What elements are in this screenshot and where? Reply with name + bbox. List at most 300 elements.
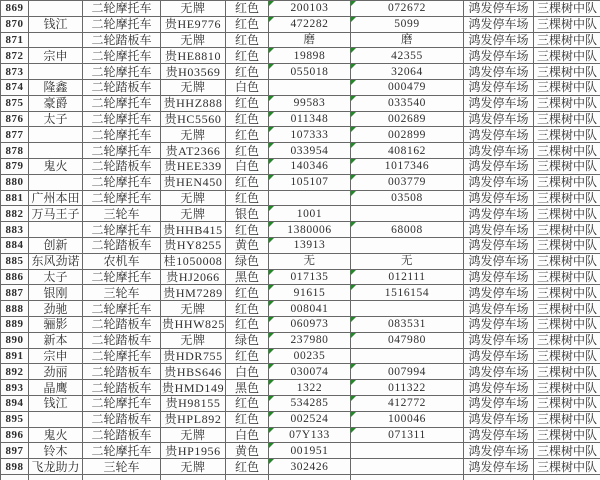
cell-parking-lot[interactable] — [464, 269, 534, 285]
cell-engine-number[interactable] — [269, 253, 351, 269]
cell-vehicle-type[interactable] — [83, 48, 161, 64]
cell-color[interactable] — [226, 301, 269, 317]
cell-plate-number[interactable] — [161, 16, 226, 32]
cell-brand[interactable] — [29, 174, 83, 190]
cell-vehicle-type[interactable] — [83, 1, 161, 17]
cell-row-number[interactable] — [1, 411, 29, 427]
cell-engine-number[interactable] — [269, 32, 351, 48]
cell-vehicle-type[interactable] — [83, 206, 161, 222]
cell-brand[interactable] — [29, 380, 83, 396]
cell-color[interactable] — [226, 79, 269, 95]
cell-plate-number[interactable] — [161, 269, 226, 285]
cell-color[interactable] — [226, 64, 269, 80]
cell-parking-lot[interactable] — [464, 16, 534, 32]
cell-parking-lot[interactable] — [464, 1, 534, 17]
cell-row-number[interactable] — [1, 16, 29, 32]
cell-parking-lot[interactable] — [464, 411, 534, 427]
cell-plate-number[interactable] — [161, 395, 226, 411]
cell-vehicle-type[interactable] — [83, 158, 161, 174]
cell-color[interactable] — [226, 143, 269, 159]
cell-brand[interactable] — [29, 222, 83, 238]
cell-engine-number[interactable] — [269, 443, 351, 459]
cell-vehicle-type[interactable] — [83, 443, 161, 459]
cell-engine-number[interactable] — [269, 269, 351, 285]
cell-parking-lot[interactable] — [464, 79, 534, 95]
cell-row-number[interactable] — [1, 364, 29, 380]
cell-color[interactable] — [226, 95, 269, 111]
cell-color[interactable] — [226, 32, 269, 48]
cell-squad[interactable] — [534, 253, 600, 269]
cell-text: 红色 — [234, 412, 259, 427]
cell-plate-number[interactable] — [161, 64, 226, 80]
cell-plate-number[interactable] — [161, 48, 226, 64]
cell-row-number[interactable] — [1, 48, 29, 64]
cell-engine-number[interactable] — [269, 316, 351, 332]
cell-parking-lot[interactable] — [464, 190, 534, 206]
cell-vehicle-type[interactable] — [83, 364, 161, 380]
cell-parking-lot[interactable] — [464, 174, 534, 190]
cell-row-number[interactable] — [1, 459, 29, 475]
cell-vehicle-type[interactable] — [83, 474, 161, 480]
cell-plate-number[interactable] — [161, 32, 226, 48]
cell-row-number[interactable] — [1, 474, 29, 480]
cell-frame-number[interactable] — [351, 190, 464, 206]
number-as-text-indicator-icon — [269, 317, 274, 322]
cell-color[interactable] — [226, 316, 269, 332]
cell-frame-number[interactable] — [351, 111, 464, 127]
cell-row-number[interactable] — [1, 127, 29, 143]
cell-brand[interactable] — [29, 474, 83, 480]
cell-row-number[interactable] — [1, 285, 29, 301]
cell-frame-number[interactable] — [351, 222, 464, 238]
cell-engine-number[interactable] — [269, 206, 351, 222]
cell-engine-number[interactable] — [269, 64, 351, 80]
cell-engine-number[interactable] — [269, 143, 351, 159]
cell-engine-number[interactable] — [269, 364, 351, 380]
cell-frame-number[interactable] — [351, 174, 464, 190]
cell-frame-number[interactable] — [351, 301, 464, 317]
cell-row-number[interactable] — [1, 79, 29, 95]
cell-parking-lot[interactable] — [464, 301, 534, 317]
cell-brand[interactable] — [29, 111, 83, 127]
cell-vehicle-type[interactable] — [83, 237, 161, 253]
cell-brand[interactable] — [29, 190, 83, 206]
cell-squad[interactable] — [534, 32, 600, 48]
cell-brand[interactable] — [29, 301, 83, 317]
cell-squad[interactable] — [534, 443, 600, 459]
cell-color[interactable] — [226, 111, 269, 127]
cell-brand[interactable] — [29, 16, 83, 32]
cell-row-number[interactable] — [1, 443, 29, 459]
cell-engine-number[interactable] — [269, 348, 351, 364]
cell-text: 107333 — [290, 128, 329, 141]
cell-color[interactable] — [226, 16, 269, 32]
cell-plate-number[interactable] — [161, 316, 226, 332]
cell-color[interactable] — [226, 206, 269, 222]
cell-brand[interactable] — [29, 316, 83, 332]
cell-vehicle-type[interactable] — [83, 301, 161, 317]
cell-brand[interactable] — [29, 395, 83, 411]
cell-vehicle-type[interactable] — [83, 174, 161, 190]
cell-squad[interactable] — [534, 285, 600, 301]
cell-parking-lot[interactable] — [464, 316, 534, 332]
cell-color[interactable] — [226, 459, 269, 475]
number-as-text-indicator-icon — [269, 459, 274, 464]
cell-row-number[interactable] — [1, 222, 29, 238]
cell-frame-number[interactable] — [351, 348, 464, 364]
cell-parking-lot[interactable] — [464, 32, 534, 48]
cell-text: 三棵树中队 — [536, 190, 597, 205]
cell-brand[interactable] — [29, 332, 83, 348]
cell-frame-number[interactable] — [351, 16, 464, 32]
cell-frame-number[interactable] — [351, 364, 464, 380]
cell-color[interactable] — [226, 443, 269, 459]
cell-parking-lot[interactable] — [464, 48, 534, 64]
cell-vehicle-type[interactable] — [83, 253, 161, 269]
cell-row-number[interactable] — [1, 316, 29, 332]
cell-parking-lot[interactable] — [464, 427, 534, 443]
cell-engine-number[interactable] — [269, 285, 351, 301]
cell-squad[interactable] — [534, 364, 600, 380]
cell-color[interactable] — [226, 285, 269, 301]
cell-color[interactable] — [226, 253, 269, 269]
cell-color[interactable] — [226, 411, 269, 427]
cell-color[interactable] — [226, 222, 269, 238]
cell-parking-lot[interactable] — [464, 127, 534, 143]
cell-brand[interactable] — [29, 1, 83, 17]
cell-row-number[interactable] — [1, 1, 29, 17]
cell-squad[interactable] — [534, 380, 600, 396]
cell-squad[interactable] — [534, 111, 600, 127]
cell-text: 885 — [5, 255, 24, 268]
cell-squad[interactable] — [534, 474, 600, 480]
cell-vehicle-type[interactable] — [83, 427, 161, 443]
cell-color[interactable] — [226, 158, 269, 174]
cell-vehicle-type[interactable] — [83, 332, 161, 348]
cell-engine-number[interactable] — [269, 174, 351, 190]
cell-brand[interactable] — [29, 285, 83, 301]
cell-frame-number[interactable] — [351, 48, 464, 64]
cell-text: 贵HEE339 — [164, 159, 222, 174]
cell-text: 鸿发停车场 — [468, 238, 529, 253]
cell-squad[interactable] — [534, 411, 600, 427]
cell-row-number[interactable] — [1, 190, 29, 206]
cell-color[interactable] — [226, 1, 269, 17]
cell-squad[interactable] — [534, 301, 600, 317]
cell-vehicle-type[interactable] — [83, 32, 161, 48]
cell-plate-number[interactable] — [161, 443, 226, 459]
cell-color[interactable] — [226, 48, 269, 64]
cell-squad[interactable] — [534, 427, 600, 443]
cell-row-number[interactable] — [1, 427, 29, 443]
cell-squad[interactable] — [534, 79, 600, 95]
cell-squad[interactable] — [534, 174, 600, 190]
cell-brand[interactable] — [29, 64, 83, 80]
cell-plate-number[interactable] — [161, 253, 226, 269]
cell-squad[interactable] — [534, 316, 600, 332]
cell-parking-lot[interactable] — [464, 206, 534, 222]
cell-plate-number[interactable] — [161, 301, 226, 317]
cell-vehicle-type[interactable] — [83, 64, 161, 80]
cell-frame-number[interactable] — [351, 158, 464, 174]
cell-squad[interactable] — [534, 332, 600, 348]
cell-row-number[interactable] — [1, 348, 29, 364]
cell-engine-number[interactable] — [269, 1, 351, 17]
cell-plate-number[interactable] — [161, 332, 226, 348]
cell-parking-lot[interactable] — [464, 459, 534, 475]
cell-engine-number[interactable] — [269, 474, 351, 480]
cell-engine-number[interactable] — [269, 395, 351, 411]
cell-squad[interactable] — [534, 459, 600, 475]
cell-vehicle-type[interactable] — [83, 127, 161, 143]
cell-row-number[interactable] — [1, 395, 29, 411]
cell-vehicle-type[interactable] — [83, 459, 161, 475]
cell-text: 1017346 — [384, 160, 430, 173]
cell-engine-number[interactable] — [269, 222, 351, 238]
cell-color[interactable] — [226, 427, 269, 443]
cell-color[interactable] — [226, 474, 269, 480]
cell-vehicle-type[interactable] — [83, 395, 161, 411]
cell-engine-number[interactable] — [269, 427, 351, 443]
cell-parking-lot[interactable] — [464, 395, 534, 411]
cell-engine-number[interactable] — [269, 48, 351, 64]
cell-squad[interactable] — [534, 269, 600, 285]
cell-parking-lot[interactable] — [464, 143, 534, 159]
cell-brand[interactable] — [29, 443, 83, 459]
cell-color[interactable] — [226, 332, 269, 348]
cell-vehicle-type[interactable] — [83, 111, 161, 127]
cell-squad[interactable] — [534, 395, 600, 411]
cell-vehicle-type[interactable] — [83, 411, 161, 427]
cell-frame-number[interactable] — [351, 285, 464, 301]
cell-row-number[interactable] — [1, 64, 29, 80]
cell-text: 002899 — [387, 128, 427, 141]
cell-parking-lot[interactable] — [464, 253, 534, 269]
cell-plate-number[interactable] — [161, 411, 226, 427]
cell-squad[interactable] — [534, 48, 600, 64]
cell-squad[interactable] — [534, 237, 600, 253]
cell-color[interactable] — [226, 395, 269, 411]
cell-frame-number[interactable] — [351, 443, 464, 459]
cell-color[interactable] — [226, 127, 269, 143]
cell-engine-number[interactable] — [269, 332, 351, 348]
cell-squad[interactable] — [534, 143, 600, 159]
cell-row-number[interactable] — [1, 237, 29, 253]
cell-squad[interactable] — [534, 190, 600, 206]
cell-engine-number[interactable] — [269, 95, 351, 111]
cell-plate-number[interactable] — [161, 111, 226, 127]
cell-vehicle-type[interactable] — [83, 79, 161, 95]
cell-vehicle-type[interactable] — [83, 143, 161, 159]
cell-plate-number[interactable] — [161, 364, 226, 380]
cell-brand[interactable] — [29, 237, 83, 253]
cell-parking-lot[interactable] — [464, 111, 534, 127]
cell-frame-number[interactable] — [351, 237, 464, 253]
cell-vehicle-type[interactable] — [83, 222, 161, 238]
cell-plate-number[interactable] — [161, 285, 226, 301]
cell-text: 无牌 — [180, 206, 206, 221]
cell-brand[interactable] — [29, 427, 83, 443]
cell-vehicle-type[interactable] — [83, 269, 161, 285]
cell-engine-number[interactable] — [269, 301, 351, 317]
cell-vehicle-type[interactable] — [83, 285, 161, 301]
cell-plate-number[interactable] — [161, 79, 226, 95]
cell-color[interactable] — [226, 348, 269, 364]
cell-engine-number[interactable] — [269, 16, 351, 32]
cell-row-number[interactable] — [1, 380, 29, 396]
cell-row-number[interactable] — [1, 111, 29, 127]
cell-text: 黑色 — [234, 269, 259, 284]
cell-parking-lot[interactable] — [464, 348, 534, 364]
cell-color[interactable] — [226, 380, 269, 396]
cell-plate-number[interactable] — [161, 190, 226, 206]
cell-parking-lot[interactable] — [464, 443, 534, 459]
cell-frame-number[interactable] — [351, 64, 464, 80]
cell-plate-number[interactable] — [161, 127, 226, 143]
cell-row-number[interactable] — [1, 158, 29, 174]
cell-engine-number[interactable] — [269, 380, 351, 396]
cell-squad[interactable] — [534, 127, 600, 143]
cell-row-number[interactable] — [1, 253, 29, 269]
cell-row-number[interactable] — [1, 332, 29, 348]
cell-squad[interactable] — [534, 95, 600, 111]
cell-frame-number[interactable] — [351, 395, 464, 411]
cell-frame-number[interactable] — [351, 332, 464, 348]
cell-plate-number[interactable] — [161, 427, 226, 443]
cell-engine-number[interactable] — [269, 459, 351, 475]
cell-frame-number[interactable] — [351, 253, 464, 269]
cell-color[interactable] — [226, 190, 269, 206]
cell-brand[interactable] — [29, 32, 83, 48]
cell-text: 贵HBS646 — [164, 364, 222, 379]
cell-squad[interactable] — [534, 64, 600, 80]
cell-text: 贵HP1956 — [165, 443, 221, 458]
cell-row-number[interactable] — [1, 301, 29, 317]
cell-frame-number[interactable] — [351, 206, 464, 222]
cell-parking-lot[interactable] — [464, 474, 534, 480]
cell-row-number[interactable] — [1, 95, 29, 111]
cell-brand[interactable] — [29, 79, 83, 95]
cell-brand[interactable] — [29, 206, 83, 222]
cell-plate-number[interactable] — [161, 474, 226, 480]
cell-text: 红色 — [234, 48, 259, 63]
cell-plate-number[interactable] — [161, 459, 226, 475]
cell-plate-number[interactable] — [161, 95, 226, 111]
cell-engine-number[interactable] — [269, 111, 351, 127]
cell-text: 三棵树中队 — [536, 143, 597, 158]
cell-plate-number[interactable] — [161, 348, 226, 364]
cell-engine-number[interactable] — [269, 411, 351, 427]
cell-brand[interactable] — [29, 127, 83, 143]
cell-plate-number[interactable] — [161, 158, 226, 174]
cell-squad[interactable] — [534, 1, 600, 17]
cell-vehicle-type[interactable] — [83, 380, 161, 396]
cell-plate-number[interactable] — [161, 237, 226, 253]
cell-frame-number[interactable] — [351, 143, 464, 159]
cell-vehicle-type[interactable] — [83, 95, 161, 111]
cell-frame-number[interactable] — [351, 269, 464, 285]
cell-parking-lot[interactable] — [464, 237, 534, 253]
cell-color[interactable] — [226, 174, 269, 190]
cell-brand[interactable] — [29, 158, 83, 174]
cell-text: 鸿发停车场 — [468, 443, 529, 458]
cell-parking-lot[interactable] — [464, 380, 534, 396]
cell-frame-number[interactable] — [351, 427, 464, 443]
cell-plate-number[interactable] — [161, 1, 226, 17]
cell-brand[interactable] — [29, 95, 83, 111]
cell-squad[interactable] — [534, 16, 600, 32]
cell-brand[interactable] — [29, 459, 83, 475]
cell-frame-number[interactable] — [351, 316, 464, 332]
cell-engine-number[interactable] — [269, 127, 351, 143]
cell-squad[interactable] — [534, 158, 600, 174]
cell-vehicle-type[interactable] — [83, 348, 161, 364]
cell-squad[interactable] — [534, 222, 600, 238]
cell-engine-number[interactable] — [269, 158, 351, 174]
cell-row-number[interactable] — [1, 32, 29, 48]
cell-row-number[interactable] — [1, 174, 29, 190]
cell-plate-number[interactable] — [161, 380, 226, 396]
cell-plate-number[interactable] — [161, 143, 226, 159]
cell-parking-lot[interactable] — [464, 64, 534, 80]
cell-engine-number[interactable] — [269, 190, 351, 206]
cell-parking-lot[interactable] — [464, 364, 534, 380]
cell-brand[interactable] — [29, 269, 83, 285]
cell-brand[interactable] — [29, 253, 83, 269]
cell-plate-number[interactable] — [161, 174, 226, 190]
cell-text: 072672 — [387, 2, 427, 15]
cell-vehicle-type[interactable] — [83, 190, 161, 206]
cell-color[interactable] — [226, 364, 269, 380]
cell-frame-number[interactable] — [351, 411, 464, 427]
cell-frame-number[interactable] — [351, 32, 464, 48]
cell-frame-number[interactable] — [351, 127, 464, 143]
cell-parking-lot[interactable] — [464, 95, 534, 111]
cell-frame-number[interactable] — [351, 1, 464, 17]
cell-frame-number[interactable] — [351, 459, 464, 475]
cell-engine-number[interactable] — [269, 237, 351, 253]
cell-squad[interactable] — [534, 348, 600, 364]
cell-engine-number[interactable] — [269, 79, 351, 95]
cell-text: 二轮摩托车 — [91, 396, 152, 411]
cell-text: 红色 — [234, 348, 259, 363]
cell-brand[interactable] — [29, 364, 83, 380]
cell-frame-number[interactable] — [351, 380, 464, 396]
cell-plate-number[interactable] — [161, 206, 226, 222]
cell-vehicle-type[interactable] — [83, 316, 161, 332]
cell-squad[interactable] — [534, 206, 600, 222]
cell-brand[interactable] — [29, 48, 83, 64]
cell-brand[interactable] — [29, 348, 83, 364]
cell-frame-number[interactable] — [351, 95, 464, 111]
cell-frame-number[interactable] — [351, 79, 464, 95]
cell-color[interactable] — [226, 237, 269, 253]
cell-row-number[interactable] — [1, 269, 29, 285]
cell-vehicle-type[interactable] — [83, 16, 161, 32]
cell-row-number[interactable] — [1, 206, 29, 222]
cell-frame-number[interactable] — [351, 474, 464, 480]
cell-color[interactable] — [226, 269, 269, 285]
cell-parking-lot[interactable] — [464, 222, 534, 238]
cell-parking-lot[interactable] — [464, 285, 534, 301]
cell-parking-lot[interactable] — [464, 332, 534, 348]
cell-brand[interactable] — [29, 143, 83, 159]
cell-row-number[interactable] — [1, 143, 29, 159]
cell-parking-lot[interactable] — [464, 158, 534, 174]
cell-plate-number[interactable] — [161, 222, 226, 238]
cell-brand[interactable] — [29, 411, 83, 427]
cell-text: 二轮摩托车 — [91, 301, 152, 316]
